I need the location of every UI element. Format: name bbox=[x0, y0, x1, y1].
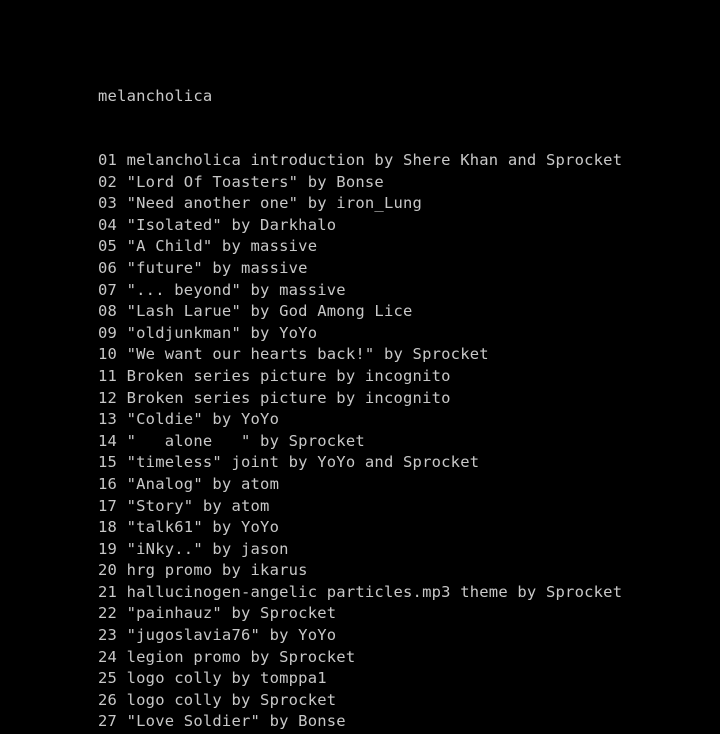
list-item[interactable]: 09 "oldjunkman" by YoYo bbox=[98, 323, 318, 342]
list-item[interactable]: 04 "Isolated" by Darkhalo bbox=[98, 215, 337, 234]
list-item[interactable]: 26 logo colly by Sprocket bbox=[98, 690, 337, 709]
list-item[interactable]: 14 " alone " by Sprocket bbox=[98, 431, 365, 450]
list-item[interactable]: 19 "iNky.." by jason bbox=[98, 539, 289, 558]
list-item[interactable]: 06 "future" by massive bbox=[98, 258, 308, 277]
list-item[interactable]: 23 "jugoslavia76" by YoYo bbox=[98, 626, 337, 645]
list-item[interactable]: 16 "Analog" by atom bbox=[98, 474, 280, 493]
list-item[interactable]: 24 legion promo by Sprocket bbox=[98, 647, 356, 666]
list-item[interactable]: 10 "We want our hearts back!" by Sprocket bbox=[98, 345, 489, 364]
list-item[interactable]: 17 "Story" by atom bbox=[98, 496, 270, 515]
list-item[interactable]: 03 "Need another one" by iron_Lung bbox=[98, 194, 423, 213]
list-item[interactable]: 25 logo colly by tomppa1 bbox=[98, 669, 327, 688]
list-item[interactable]: 21 hallucinogen-angelic particles.mp3 theme by Sprocket bbox=[98, 582, 623, 601]
list-item[interactable]: 01 melancholica introduction by Shere Khan and Sprocket bbox=[98, 151, 623, 169]
list-item[interactable]: 20 hrg promo by ikarus bbox=[98, 561, 308, 580]
list-item[interactable]: 07 "... beyond" by massive bbox=[98, 280, 346, 299]
menu-title: melancholica bbox=[98, 87, 213, 105]
list-item[interactable]: 27 "Love Soldier" by Bonse bbox=[98, 712, 346, 731]
list-item[interactable]: 08 "Lash Larue" by God Among Lice bbox=[98, 302, 413, 321]
list-item[interactable]: 15 "timeless" joint by YoYo and Sprocket bbox=[98, 453, 480, 472]
track-list bbox=[98, 150, 622, 733]
list-item[interactable]: 05 "A Child" by massive bbox=[98, 237, 318, 256]
list-item[interactable]: 22 "painhauz" by Sprocket bbox=[98, 604, 337, 623]
list-item[interactable]: 12 Broken series picture by incognito bbox=[98, 388, 451, 407]
list-item[interactable]: 02 "Lord Of Toasters" by Bonse bbox=[98, 172, 384, 191]
list-item[interactable]: 11 Broken series picture by incognito bbox=[98, 366, 451, 385]
list-item[interactable]: 13 "Coldie" by YoYo bbox=[98, 410, 280, 429]
list-item[interactable]: 18 "talk61" by YoYo bbox=[98, 518, 280, 537]
